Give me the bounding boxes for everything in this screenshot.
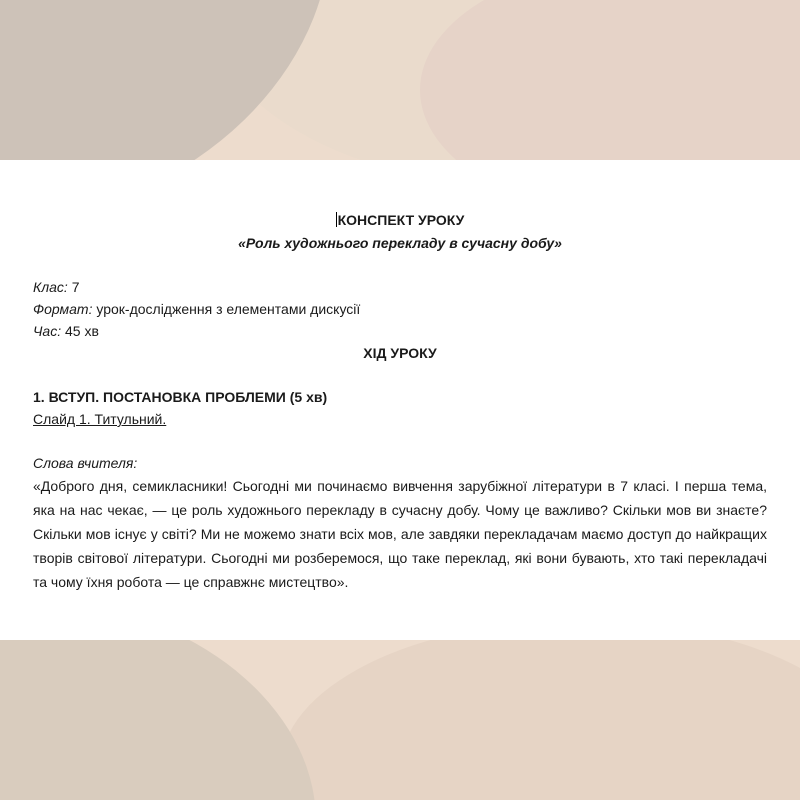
section-1-quote: «Доброго дня, семикласники! Сьогодні ми починаємо вивчення зарубіжної літератури в 7 класі. І перша тема, яка на нас чекає, — це роль художнього перекладу в сучасну добу. Чому це важливо? Скільки мов ви знаєте? Скільки мов існує у світі? Ми не можемо знати всіх мов, але завдяки перекладачам маємо доступ до найкращих творів світової літератури. Сьогодні ми розберемося, що таке переклад, які вони бувають, хто такі перекладачі та чому їхня робота — це справжнє мистецтво».: [33, 478, 767, 590]
document-title-text: КОНСПЕКТ УРОКУ: [337, 212, 465, 228]
lesson-heading: ХІД УРОКУ: [363, 345, 437, 361]
meta-format-value: урок-дослідження з елементами дискусії: [92, 301, 361, 317]
section-1-slide: Слайд 1. Титульний.: [33, 411, 167, 427]
text-cursor: [336, 212, 337, 227]
meta-class: [33, 276, 767, 298]
document-subtitle: «Роль художнього перекладу в сучасну добу»: [238, 235, 562, 251]
document-page[interactable]: [0, 160, 800, 640]
meta-format-label: Формат:: [33, 301, 93, 317]
document-title: [33, 208, 767, 232]
meta-format: [33, 298, 767, 320]
section-1-heading: 1. ВСТУП. ПОСТАНОВКА ПРОБЛЕМИ (5 хв): [33, 389, 328, 405]
meta-time: [33, 320, 767, 342]
meta-class-label: Клас:: [33, 279, 68, 295]
meta-time-label: Час:: [33, 323, 62, 339]
meta-class-value: 7: [67, 279, 80, 295]
background-shape: [280, 620, 800, 800]
blank-line: [33, 254, 767, 276]
meta-time-value: 45 хв: [61, 323, 99, 339]
section-1-speaker: Слова вчителя:: [33, 455, 138, 471]
blank-line: [33, 364, 767, 386]
blank-line: [33, 430, 767, 452]
